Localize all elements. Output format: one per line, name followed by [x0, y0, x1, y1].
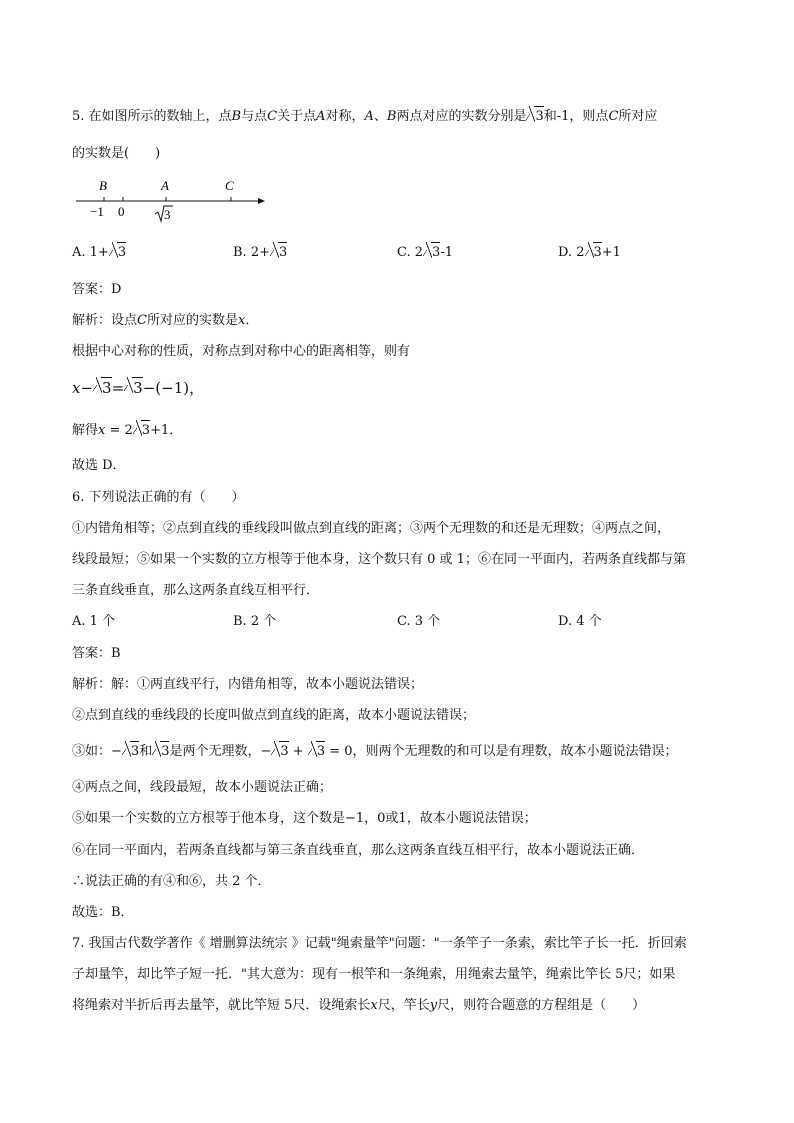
- label-c: C: [225, 178, 234, 193]
- q5-option-a[interactable]: A. 1+ 3: [72, 245, 127, 260]
- tick-label-zero: 0: [118, 204, 125, 219]
- point-b: B: [386, 109, 397, 124]
- q6-title: 6. 下列说法正确的有（ ）: [72, 490, 245, 505]
- q5-stem-line2: 的实数是( ): [72, 146, 161, 161]
- q6-statement-line1: ①内错角相等；②点到直线的垂线段叫做点到直线的距离；③两个无理数的和还是无理数；④两点之间，: [72, 521, 671, 536]
- q5-answer: 答案：D: [72, 282, 122, 297]
- sqrt-3: 3: [526, 108, 543, 126]
- tick-label-minus-one: −1: [90, 204, 104, 219]
- q5-option-d[interactable]: D. 2 3+1: [558, 245, 621, 260]
- point-b: B: [231, 109, 242, 124]
- q5-solution-line2: 根据中心对称的性质，对称点到对称中心的距离相等，则有: [72, 344, 411, 359]
- q6-option-d[interactable]: D. 4 个: [558, 614, 602, 629]
- q6-answer: 答案：B: [72, 646, 121, 661]
- label-b: B: [99, 178, 107, 193]
- q5-solution-conclusion: 故选 D．: [72, 458, 126, 473]
- q5-stem-line1: [72, 108, 657, 126]
- q6-option-c[interactable]: C. 3 个: [397, 614, 441, 629]
- q5-text: 与点: [241, 109, 268, 124]
- q6-explanation-5: ⑤如果一个实数的立方根等于他本身，这个数是−1，0或1，故本小题说法错误；: [72, 811, 537, 826]
- number-line-figure: [72, 176, 272, 224]
- q5-solution-line4: 解得x = 2 3+1．: [72, 423, 183, 438]
- q5-option-b[interactable]: B. 2+ 3: [233, 245, 288, 260]
- point-a: A: [316, 109, 326, 124]
- q7-stem-line1: 7. 我国古代数学著作《 增删算法统宗 》记载"绳索量竿"问题："一条竿子一条索，索比竿子长一托．折回索: [72, 936, 687, 951]
- q6-explanation-7: ∴说法正确的有④和⑥，共 2 个．: [72, 874, 271, 889]
- q6-option-b[interactable]: B. 2 个: [233, 614, 277, 629]
- tick-label-sqrt3: 3: [164, 207, 171, 222]
- q5-text: 对称，: [325, 109, 365, 124]
- q6-explanation-6: ⑥在同一平面内，若两条直线都与第三条直线垂直，那么这两条直线互相平行，故本小题说法正确．: [72, 843, 645, 858]
- q5-text: 和-1，则点: [543, 109, 609, 124]
- label-a: A: [161, 178, 169, 193]
- q5-option-c[interactable]: C. 2 3-1: [397, 245, 453, 260]
- q5-text: 两点对应的实数分别是: [396, 109, 527, 124]
- axis-arrow: [258, 198, 265, 204]
- q5-text: 5. 在如图所示的数轴上，点: [72, 109, 232, 124]
- q6-conclusion: 故选：B．: [72, 905, 134, 920]
- q6-statement-line2: 线段最短；⑤如果一个实数的立方根等于他本身，这个数只有 0 或 1；⑥在同一平面内，若两条直线都与第: [72, 552, 686, 567]
- q5-equation: x− 3= 3−(−1)，: [72, 379, 205, 397]
- q5-solution-line1: 解析：设点C所对应的实数是x．: [72, 313, 259, 328]
- point-c: C: [267, 109, 278, 124]
- point-a: A: [364, 109, 374, 124]
- q5-text: 所对应: [618, 109, 658, 124]
- q7-stem-line2: 子却量竿，却比竿子短一托．"其大意为：现有一根竿和一条绳索，用绳索去量竿，绳索比竿长 5尺；如果: [72, 967, 676, 982]
- point-c: C: [608, 109, 619, 124]
- q7-stem-line3: 将绳索对半折后再去量竿，就比竿短 5尺．设绳索长x尺，竿长y尺，则符合题意的方程组是（ ）: [72, 998, 646, 1013]
- q5-text: 关于点: [277, 109, 317, 124]
- q6-explanation-4: ④两点之间，线段最短，故本小题说法正确；: [72, 780, 333, 795]
- q5-text: 、: [373, 109, 387, 124]
- q6-option-a[interactable]: A. 1 个: [72, 614, 116, 629]
- q6-explanation-3: ③如：− 3和 3是两个无理数，− 3 + 3 = 0，则两个无理数的和可以是有理数，故本小题说法错误；: [72, 744, 678, 759]
- q6-explanation-2: ②点到直线的垂线段的长度叫做点到直线的距离，故本小题说法错误；: [72, 708, 476, 723]
- q6-statement-line3: 三条直线垂直，那么这两条直线互相平行．: [72, 583, 320, 598]
- q6-explanation-1: 解析：解：①两直线平行，内错角相等，故本小题说法错误；: [72, 677, 424, 692]
